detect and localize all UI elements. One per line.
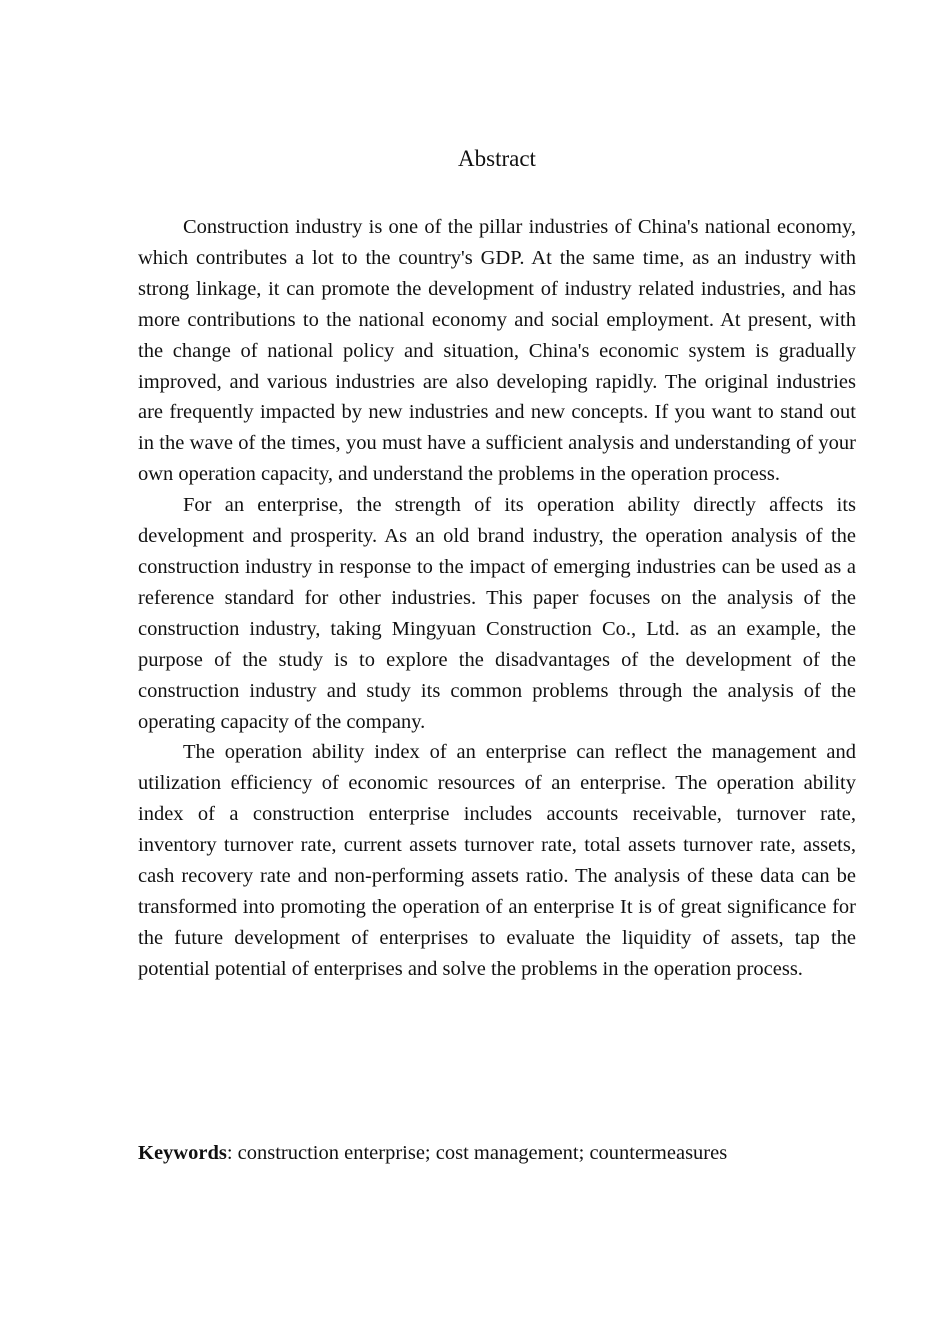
abstract-paragraph-3: The operation ability index of an enterprise can reflect the management and utilization efficiency of economic resources of an enterprise. The operation ability index of a construction enterprise includes accounts receivable, turnover rate, inventory turnover rate, current assets turnover rate, total assets turnover rate, assets, cash recovery rate and non-performing assets ratio. The analysis of these data can be transformed into promoting the operation of an enterprise It is of great significance for the future development of enterprises to evaluate the liquidity of assets, tap the potential potential of enterprises and solve the problems in the operation process. bbox=[138, 741, 856, 980]
page-title: Abstract bbox=[458, 146, 536, 171]
abstract-body bbox=[138, 212, 856, 985]
keywords-line bbox=[138, 1138, 856, 1168]
keywords-label: Keywords bbox=[138, 1142, 227, 1164]
abstract-paragraph-1: Construction industry is one of the pillar industries of China's national economy, which contributes a lot to the country's GDP. At the same time, as an industry with strong linkage, it can promote the development of industry related industries, and has more contributions to the national economy and social employment. At present, with the change of national policy and situation, China's economic system is gradually improved, and various industries are also developing rapidly. The original industries are frequently impacted by new industries and new concepts. If you want to stand out in the wave of the times, you must have a sufficient analysis and understanding of your own operation capacity, and understand the problems in the operation process. bbox=[138, 216, 856, 486]
keywords-text: : construction enterprise; cost management; countermeasures bbox=[226, 1142, 728, 1164]
abstract-paragraph-2: For an enterprise, the strength of its operation ability directly affects its development and prosperity. As an old brand industry, the operation analysis of the construction industry in response to the impact of emerging industries can be used as a reference standard for other industries. This paper focuses on the analysis of the construction industry, taking Mingyuan Construction Co., Ltd. as an example, the purpose of the study is to explore the disadvantages of the development of the construction industry and study its common problems through the analysis of the operating capacity of the company. bbox=[138, 494, 856, 733]
